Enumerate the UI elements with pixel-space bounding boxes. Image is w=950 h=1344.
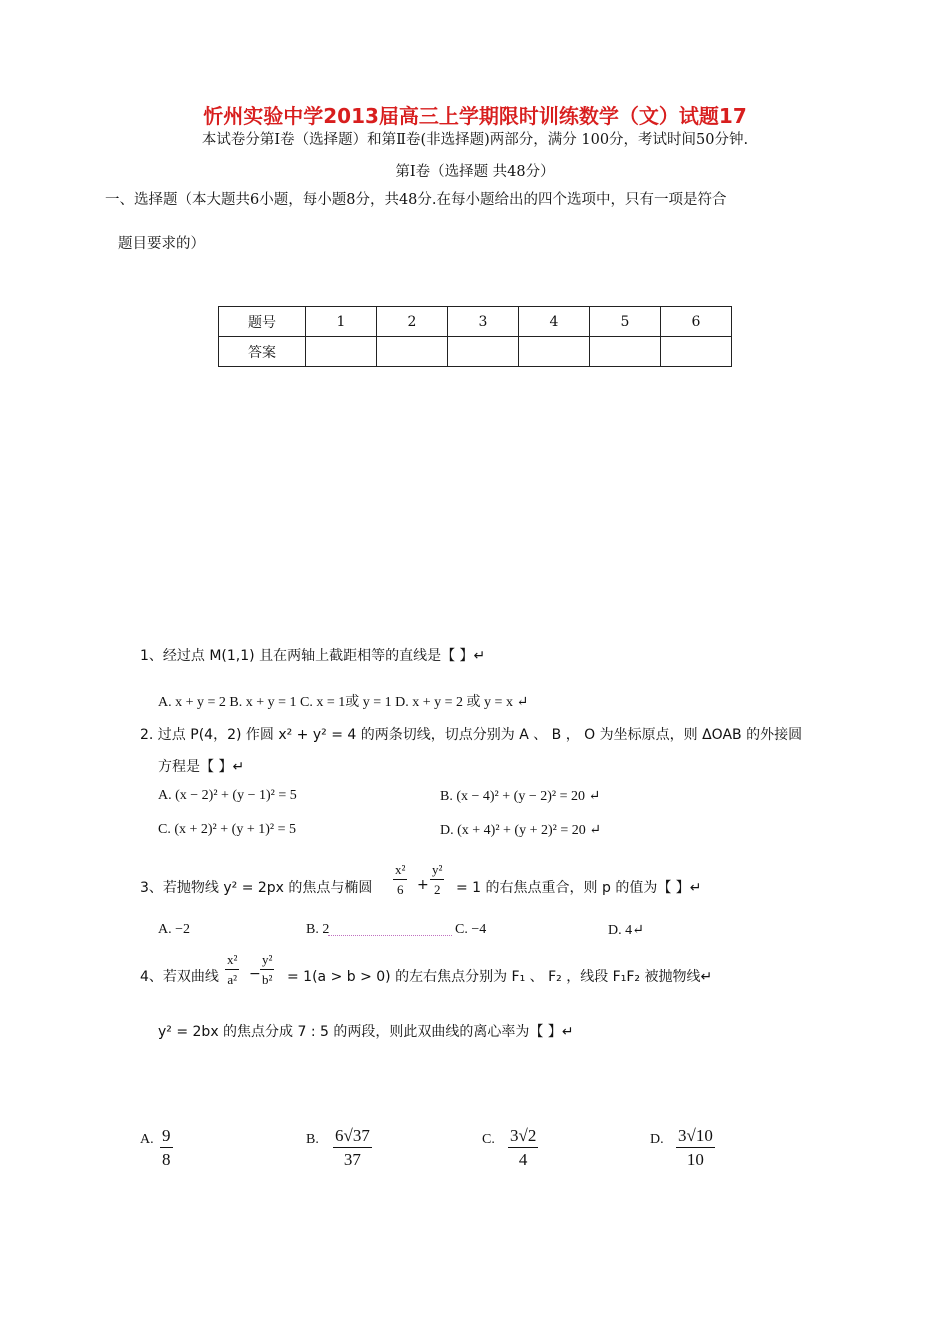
- plus-sign: +: [417, 877, 429, 893]
- question-2-option-a: A. (x − 2)² + (y − 1)² = 5: [158, 788, 297, 803]
- answer-cell: [590, 337, 661, 367]
- question-4-fraction-2: [260, 952, 274, 988]
- question-number-cell: 1: [306, 307, 377, 337]
- question-2-stem: 2. 过点 P(4，2) 作圆 x² + y² = 4 的两条切线，切点分别为 A 、 B ， O 为坐标原点，则 ΔOAB 的外接圆: [140, 727, 803, 743]
- question-4-option-d-fraction: [676, 1126, 715, 1170]
- minus-sign: −: [249, 966, 261, 982]
- fraction-denominator: 8: [162, 1150, 171, 1169]
- fraction-denominator: b²: [262, 972, 273, 987]
- table-row: [219, 337, 732, 367]
- question-3-fraction-2: [430, 862, 444, 898]
- fraction-numerator: 3√10: [676, 1126, 715, 1148]
- question-1-options: A. x + y = 2 B. x + y = 1 C. x = 1或 y = 1 D. x + y = 2 或 y = x ↵: [158, 695, 529, 710]
- fraction-numerator: x²: [393, 862, 407, 880]
- question-3-option-b: B. 2: [306, 922, 330, 937]
- fraction-denominator: 37: [343, 1150, 361, 1169]
- question-2-option-c: C. (x + 2)² + (y + 1)² = 5: [158, 822, 296, 837]
- section-instructions: 一、选择题（本大题共6小题，每小题8分，共48分.在每小题给出的四个选项中，只有一项是符合: [105, 192, 727, 208]
- answer-cell: [306, 337, 377, 367]
- question-4-option-a-label: A.: [140, 1132, 154, 1147]
- fraction-numerator: 3√2: [508, 1126, 538, 1148]
- table-row: [219, 307, 732, 337]
- question-4-option-b-fraction: [333, 1126, 372, 1170]
- fraction-numerator: x²: [225, 952, 239, 970]
- question-2-option-d: D. (x + 4)² + (y + 2)² = 20 ↵: [440, 823, 601, 838]
- question-number-cell: 6: [661, 307, 732, 337]
- question-number-cell: 2: [377, 307, 448, 337]
- answer-cell: [448, 337, 519, 367]
- question-3-option-c: C. −4: [455, 922, 487, 937]
- answer-cell: [377, 337, 448, 367]
- question-4-stem-cont: y² = 2bx 的焦点分成 7 : 5 的两段，则此双曲线的离心率为【 】↵: [158, 1024, 574, 1040]
- question-4-option-c-label: C.: [482, 1132, 495, 1147]
- page-title: 忻州实验中学2013届高三上学期限时训练数学（文）试题17: [203, 104, 747, 128]
- table-header-cell: 答案: [219, 337, 306, 367]
- question-number-cell: 4: [519, 307, 590, 337]
- answer-table: [218, 306, 732, 367]
- fraction-denominator: 10: [686, 1150, 704, 1169]
- question-4-stem-start: 4、若双曲线: [140, 969, 219, 985]
- fraction-denominator: 6: [396, 882, 404, 897]
- table-header-cell: 题号: [219, 307, 306, 337]
- question-3-stem-end: = 1 的右焦点重合，则 p 的值为【 】↵: [456, 880, 702, 896]
- question-4-option-d-label: D.: [650, 1132, 664, 1147]
- exam-intro: 本试卷分第Ⅰ卷（选择题）和第Ⅱ卷(非选择题)两部分，满分 100分，考试时间50分钟.: [201, 132, 749, 148]
- question-1-stem: 1、经过点 M(1,1) 且在两轴上截距相等的直线是【 】↵: [140, 648, 486, 664]
- question-4-fraction-1: [225, 952, 239, 988]
- question-2-option-b: B. (x − 4)² + (y − 2)² = 20 ↵: [440, 789, 601, 804]
- question-number-cell: 5: [590, 307, 661, 337]
- underline-decoration: [328, 935, 452, 936]
- question-3-stem-start: 3、若抛物线 y² = 2px 的焦点与椭圆: [140, 880, 373, 896]
- question-4-option-b-label: B.: [306, 1132, 319, 1147]
- answer-cell: [661, 337, 732, 367]
- fraction-denominator: a²: [227, 972, 238, 987]
- fraction-numerator: y²: [430, 862, 444, 880]
- question-4-option-a-fraction: [160, 1126, 173, 1170]
- fraction-numerator: y²: [260, 952, 274, 970]
- part-heading: 第Ⅰ卷（选择题 共48分）: [395, 164, 555, 180]
- section-instructions-cont: 题目要求的）: [118, 236, 205, 252]
- question-3-option-a: A. −2: [158, 922, 191, 937]
- question-number-cell: 3: [448, 307, 519, 337]
- fraction-numerator: 9: [160, 1126, 173, 1148]
- fraction-denominator: 4: [518, 1150, 528, 1169]
- question-4-option-c-fraction: [508, 1126, 538, 1170]
- question-3-option-d: D. 4↵: [608, 923, 644, 938]
- question-2-stem-cont: 方程是【 】↵: [158, 759, 245, 775]
- fraction-numerator: 6√37: [333, 1126, 372, 1148]
- question-4-stem-end: = 1(a > b > 0) 的左右焦点分别为 F₁ 、 F₂ ，线段 F₁F₂ 被抛物线↵: [287, 969, 713, 985]
- question-3-fraction-1: [393, 862, 407, 898]
- fraction-denominator: 2: [433, 882, 441, 897]
- answer-cell: [519, 337, 590, 367]
